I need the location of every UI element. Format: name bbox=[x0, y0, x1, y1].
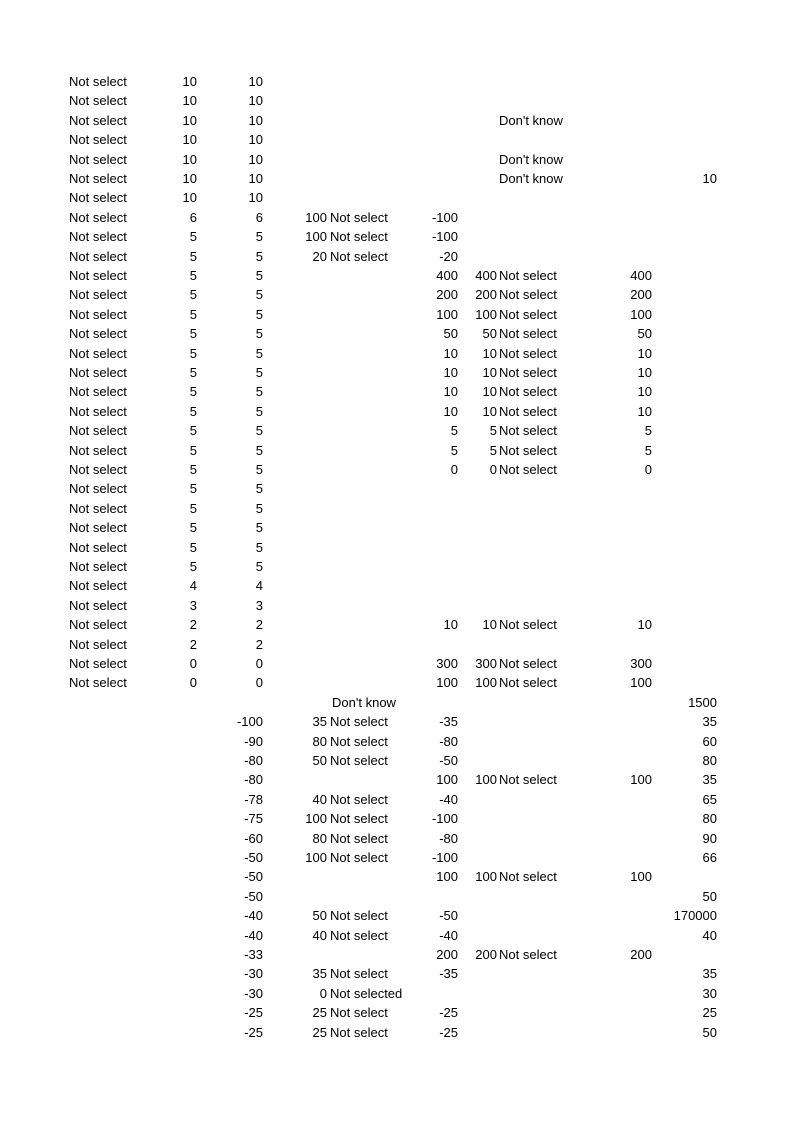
cell-col-c: 5 bbox=[255, 345, 263, 361]
sheet-row bbox=[0, 460, 800, 479]
cell-col-e: Not select bbox=[330, 248, 388, 264]
cell-col-a: Not select bbox=[69, 578, 127, 594]
cell-col-e: Not select bbox=[330, 1005, 388, 1021]
cell-col-i: 100 bbox=[630, 772, 652, 788]
cell-col-c: 5 bbox=[255, 539, 263, 555]
cell-col-f: 10 bbox=[443, 617, 458, 633]
cell-col-c: -50 bbox=[244, 869, 263, 885]
cell-col-e: Not select bbox=[330, 811, 388, 827]
cell-col-f: -100 bbox=[431, 229, 458, 245]
cell-col-c: -80 bbox=[244, 753, 263, 768]
cell-col-d: 100 bbox=[305, 811, 327, 827]
cell-col-b: 5 bbox=[189, 500, 197, 516]
cell-col-a: Not select bbox=[69, 326, 127, 342]
cell-col-a: Not select bbox=[69, 462, 127, 477]
sheet-row bbox=[0, 732, 800, 751]
sheet-row bbox=[0, 208, 800, 227]
cell-col-b: 5 bbox=[189, 539, 197, 555]
cell-col-f: 50 bbox=[443, 326, 458, 342]
cell-col-a: Not select bbox=[69, 384, 127, 400]
sheet-row bbox=[0, 72, 800, 91]
cell-col-i: 200 bbox=[630, 287, 652, 303]
cell-col-c: -30 bbox=[244, 985, 263, 1001]
cell-col-a: Not select bbox=[69, 306, 127, 322]
cell-col-b: 5 bbox=[189, 268, 197, 283]
cell-col-d: 50 bbox=[312, 908, 327, 924]
cell-col-c: 5 bbox=[255, 268, 263, 283]
cell-col-i: 10 bbox=[637, 365, 652, 380]
sheet-row bbox=[0, 557, 800, 576]
sheet-row bbox=[0, 538, 800, 557]
cell-col-h: Not select bbox=[499, 384, 557, 400]
sheet-row bbox=[0, 984, 800, 1003]
cell-col-h: Not select bbox=[499, 656, 557, 671]
cell-col-d: 50 bbox=[312, 753, 327, 768]
cell-col-j: 50 bbox=[702, 888, 717, 904]
cell-col-e: Not select bbox=[330, 927, 388, 943]
cell-col-h: Not select bbox=[499, 345, 557, 361]
sheet-row bbox=[0, 635, 800, 654]
cell-col-c: 5 bbox=[255, 520, 263, 536]
cell-col-i: 10 bbox=[637, 384, 652, 400]
sheet-row bbox=[0, 1003, 800, 1022]
cell-col-i: 50 bbox=[637, 326, 652, 342]
cell-col-c: -75 bbox=[244, 811, 263, 827]
cell-col-h: Not select bbox=[499, 947, 557, 962]
cell-col-g: 10 bbox=[482, 345, 497, 361]
cell-col-d: 40 bbox=[312, 791, 327, 807]
cell-col-b: 3 bbox=[189, 597, 197, 613]
cell-col-c: 10 bbox=[248, 74, 263, 89]
sheet-row bbox=[0, 809, 800, 828]
cell-col-a: Not select bbox=[69, 171, 127, 186]
cell-col-a: Not select bbox=[69, 287, 127, 303]
cell-col-c: 5 bbox=[255, 287, 263, 303]
sheet-row bbox=[0, 363, 800, 382]
sheet-row bbox=[0, 130, 800, 149]
sheet-row bbox=[0, 518, 800, 537]
cell-col-a: Not select bbox=[69, 190, 127, 206]
sheet-row bbox=[0, 867, 800, 886]
sheet-row bbox=[0, 324, 800, 343]
cell-col-b: 10 bbox=[182, 132, 197, 148]
cell-col-c: -40 bbox=[244, 908, 263, 924]
cell-col-i: 100 bbox=[630, 306, 652, 322]
cell-col-c: 5 bbox=[255, 442, 263, 458]
cell-col-i: 5 bbox=[644, 442, 652, 458]
cell-col-a: Not select bbox=[69, 520, 127, 536]
sheet-row bbox=[0, 848, 800, 867]
cell-col-g: 5 bbox=[489, 423, 497, 439]
sheet-row bbox=[0, 499, 800, 518]
cell-col-j: 170000 bbox=[673, 908, 717, 924]
sheet-row bbox=[0, 770, 800, 789]
cell-col-h: Not select bbox=[499, 403, 557, 419]
cell-col-c: 0 bbox=[255, 675, 263, 691]
cell-col-b: 10 bbox=[182, 151, 197, 167]
cell-col-g: 200 bbox=[475, 947, 497, 962]
cell-col-f: 200 bbox=[436, 947, 458, 962]
cell-col-c: -25 bbox=[244, 1024, 263, 1040]
cell-col-h: Not select bbox=[499, 617, 557, 633]
cell-col-j: 80 bbox=[702, 811, 717, 827]
cell-col-a: Not select bbox=[69, 268, 127, 283]
cell-col-c: 10 bbox=[248, 151, 263, 167]
cell-col-c: 4 bbox=[255, 578, 263, 594]
cell-col-g: 50 bbox=[482, 326, 497, 342]
cell-col-g: 100 bbox=[475, 675, 497, 691]
cell-col-f: 300 bbox=[436, 656, 458, 671]
cell-col-g: 10 bbox=[482, 384, 497, 400]
cell-col-i: 400 bbox=[630, 268, 652, 283]
cell-col-c: -33 bbox=[244, 947, 263, 962]
cell-col-a: Not select bbox=[69, 229, 127, 245]
cell-col-b: 2 bbox=[189, 636, 197, 652]
cell-col-g: 100 bbox=[475, 869, 497, 885]
cell-col-b: 5 bbox=[189, 248, 197, 264]
cell-col-a: Not select bbox=[69, 423, 127, 439]
cell-col-f: -100 bbox=[431, 811, 458, 827]
cell-col-g: 100 bbox=[475, 772, 497, 788]
cell-col-g: 10 bbox=[482, 403, 497, 419]
cell-col-b: 5 bbox=[189, 403, 197, 419]
cell-col-f: 200 bbox=[436, 287, 458, 303]
cell-col-b: 5 bbox=[189, 287, 197, 303]
cell-col-d: 100 bbox=[305, 209, 327, 225]
cell-col-f: 5 bbox=[450, 423, 458, 439]
sheet-row bbox=[0, 402, 800, 421]
cell-col-b: 10 bbox=[182, 74, 197, 89]
cell-col-a: Not select bbox=[69, 675, 127, 691]
cell-col-b: 10 bbox=[182, 93, 197, 109]
cell-col-a: Not select bbox=[69, 74, 127, 89]
cell-col-j: 40 bbox=[702, 927, 717, 943]
cell-col-e: Not select bbox=[330, 1024, 388, 1040]
cell-col-c: -90 bbox=[244, 733, 263, 749]
cell-col-a: Not select bbox=[69, 559, 127, 574]
cell-col-j: 35 bbox=[702, 966, 717, 982]
cell-col-b: 0 bbox=[189, 656, 197, 671]
cell-col-a: Not select bbox=[69, 248, 127, 264]
cell-col-d: 25 bbox=[312, 1005, 327, 1021]
sheet-row bbox=[0, 188, 800, 207]
cell-col-j: 80 bbox=[702, 753, 717, 768]
cell-col-e: Not select bbox=[330, 209, 388, 225]
cell-col-a: Not select bbox=[69, 345, 127, 361]
cell-col-f: 10 bbox=[443, 345, 458, 361]
cell-col-c: -25 bbox=[244, 1005, 263, 1021]
sheet-row bbox=[0, 285, 800, 304]
sheet-row bbox=[0, 751, 800, 770]
cell-col-b: 5 bbox=[189, 326, 197, 342]
cell-col-c: 5 bbox=[255, 248, 263, 264]
cell-col-j: 65 bbox=[702, 791, 717, 807]
cell-col-f: -20 bbox=[439, 248, 458, 264]
cell-col-e: Not select bbox=[330, 830, 388, 846]
cell-col-c: 5 bbox=[255, 365, 263, 380]
cell-col-d: 35 bbox=[312, 966, 327, 982]
cell-col-c: 5 bbox=[255, 481, 263, 497]
cell-col-b: 5 bbox=[189, 462, 197, 477]
cell-col-g: 5 bbox=[489, 442, 497, 458]
cell-col-b: 0 bbox=[189, 675, 197, 691]
cell-col-g: 400 bbox=[475, 268, 497, 283]
cell-col-c: 10 bbox=[248, 93, 263, 109]
cell-col-f: 100 bbox=[436, 772, 458, 788]
cell-col-c: -60 bbox=[244, 830, 263, 846]
cell-col-d: 80 bbox=[312, 733, 327, 749]
cell-col-f: -80 bbox=[439, 733, 458, 749]
cell-col-b: 5 bbox=[189, 229, 197, 245]
cell-col-c: -30 bbox=[244, 966, 263, 982]
cell-col-b: 5 bbox=[189, 306, 197, 322]
cell-col-a: Not select bbox=[69, 365, 127, 380]
cell-col-f: 10 bbox=[443, 403, 458, 419]
cell-col-b: 5 bbox=[189, 384, 197, 400]
cell-col-g: 10 bbox=[482, 617, 497, 633]
sheet-row bbox=[0, 829, 800, 848]
cell-col-g: 200 bbox=[475, 287, 497, 303]
cell-col-f: -100 bbox=[431, 209, 458, 225]
cell-col-h: Not select bbox=[499, 772, 557, 788]
cell-col-b: 10 bbox=[182, 190, 197, 206]
sheet-row bbox=[0, 926, 800, 945]
sheet-row bbox=[0, 615, 800, 634]
sheet-row bbox=[0, 790, 800, 809]
cell-col-f: -35 bbox=[439, 966, 458, 982]
sheet-row bbox=[0, 673, 800, 692]
cell-col-f: 0 bbox=[450, 462, 458, 477]
cell-col-h: Not select bbox=[499, 287, 557, 303]
cell-col-h: Don't know bbox=[499, 151, 563, 167]
cell-col-c: 10 bbox=[248, 112, 263, 128]
cell-col-c: 3 bbox=[255, 597, 263, 613]
cell-col-j: 90 bbox=[702, 830, 717, 846]
cell-col-a: Not select bbox=[69, 481, 127, 497]
cell-col-j: 35 bbox=[702, 714, 717, 730]
cell-col-c: -80 bbox=[244, 772, 263, 788]
cell-col-f: -40 bbox=[439, 791, 458, 807]
cell-col-b: 4 bbox=[189, 578, 197, 594]
sheet-row bbox=[0, 344, 800, 363]
sheet-row bbox=[0, 421, 800, 440]
sheet-row bbox=[0, 654, 800, 673]
cell-col-g: 100 bbox=[475, 306, 497, 322]
cell-col-d: 25 bbox=[312, 1024, 327, 1040]
cell-col-g: 10 bbox=[482, 365, 497, 380]
cell-col-f: 100 bbox=[436, 869, 458, 885]
cell-col-a: Not select bbox=[69, 656, 127, 671]
cell-col-c: 5 bbox=[255, 326, 263, 342]
cell-col-b: 5 bbox=[189, 481, 197, 497]
cell-col-b: 2 bbox=[189, 617, 197, 633]
cell-col-d: 80 bbox=[312, 830, 327, 846]
cell-col-d: 35 bbox=[312, 714, 327, 730]
cell-col-a: Not select bbox=[69, 403, 127, 419]
cell-col-c: 5 bbox=[255, 559, 263, 574]
cell-col-j: 25 bbox=[702, 1005, 717, 1021]
cell-col-i: 10 bbox=[637, 345, 652, 361]
sheet-row bbox=[0, 906, 800, 925]
cell-col-e: Not select bbox=[330, 908, 388, 924]
cell-col-c: 10 bbox=[248, 171, 263, 186]
cell-col-e: Not select bbox=[330, 791, 388, 807]
cell-col-c: 0 bbox=[255, 656, 263, 671]
cell-col-a: Not select bbox=[69, 636, 127, 652]
cell-col-e: Not select bbox=[330, 966, 388, 982]
cell-col-c: 5 bbox=[255, 229, 263, 245]
cell-col-i: 10 bbox=[637, 617, 652, 633]
cell-col-f: 5 bbox=[450, 442, 458, 458]
sheet-row bbox=[0, 111, 800, 130]
cell-col-c: 5 bbox=[255, 423, 263, 439]
cell-col-b: 6 bbox=[189, 209, 197, 225]
sheet-row bbox=[0, 305, 800, 324]
sheet-row bbox=[0, 596, 800, 615]
cell-col-f: -40 bbox=[439, 927, 458, 943]
sheet-row bbox=[0, 479, 800, 498]
cell-col-i: 300 bbox=[630, 656, 652, 671]
cell-col-c: 5 bbox=[255, 306, 263, 322]
sheet-row bbox=[0, 247, 800, 266]
cell-col-f: -50 bbox=[439, 908, 458, 924]
cell-col-g: 0 bbox=[489, 462, 497, 477]
cell-col-h: Don't know bbox=[499, 112, 563, 128]
cell-col-a: Not select bbox=[69, 132, 127, 148]
cell-col-c: 2 bbox=[255, 636, 263, 652]
sheet-row bbox=[0, 693, 800, 712]
sheet-row bbox=[0, 169, 800, 188]
cell-col-c: 5 bbox=[255, 462, 263, 477]
cell-col-c: 2 bbox=[255, 617, 263, 633]
sheet-row bbox=[0, 227, 800, 246]
cell-col-e: Not select bbox=[330, 229, 388, 245]
sheet-row bbox=[0, 266, 800, 285]
cell-col-b: 5 bbox=[189, 365, 197, 380]
cell-col-f: -100 bbox=[431, 850, 458, 865]
cell-col-b: 5 bbox=[189, 559, 197, 574]
cell-col-h: Not select bbox=[499, 365, 557, 380]
cell-col-b: 5 bbox=[189, 520, 197, 536]
cell-col-b: 10 bbox=[182, 112, 197, 128]
sheet-row bbox=[0, 91, 800, 110]
cell-col-f: -80 bbox=[439, 830, 458, 846]
sheet-row bbox=[0, 576, 800, 595]
sheet-row bbox=[0, 382, 800, 401]
cell-col-a: Not select bbox=[69, 151, 127, 167]
cell-col-i: 0 bbox=[644, 462, 652, 477]
cell-col-c: -78 bbox=[244, 791, 263, 807]
cell-col-e: Not select bbox=[330, 753, 388, 768]
cell-col-i: 100 bbox=[630, 869, 652, 885]
cell-col-j: 66 bbox=[702, 850, 717, 865]
cell-col-j: 35 bbox=[702, 772, 717, 788]
cell-col-a: Not select bbox=[69, 209, 127, 225]
cell-col-c: 10 bbox=[248, 190, 263, 206]
cell-col-f: 10 bbox=[443, 384, 458, 400]
cell-col-c: -40 bbox=[244, 927, 263, 943]
cell-col-h: Not select bbox=[499, 423, 557, 439]
cell-col-c: 6 bbox=[255, 209, 263, 225]
cell-col-b: 5 bbox=[189, 423, 197, 439]
sheet-row bbox=[0, 712, 800, 731]
cell-col-h: Don't know bbox=[499, 171, 563, 186]
cell-col-f: -25 bbox=[439, 1024, 458, 1040]
cell-col-j: 10 bbox=[702, 171, 717, 186]
cell-col-c: 10 bbox=[248, 132, 263, 148]
sheet-row bbox=[0, 1023, 800, 1042]
cell-col-f: 100 bbox=[436, 675, 458, 691]
cell-col-j: 30 bbox=[702, 985, 717, 1001]
cell-col-j: 60 bbox=[702, 733, 717, 749]
cell-col-d: 20 bbox=[312, 248, 327, 264]
cell-col-h: Not select bbox=[499, 462, 557, 477]
cell-col-a: Not select bbox=[69, 442, 127, 458]
cell-col-a: Not select bbox=[69, 112, 127, 128]
cell-col-a: Not select bbox=[69, 539, 127, 555]
cell-col-i: 10 bbox=[637, 403, 652, 419]
cell-col-f: -25 bbox=[439, 1005, 458, 1021]
cell-col-a: Not select bbox=[69, 500, 127, 516]
cell-col-c: 5 bbox=[255, 403, 263, 419]
cell-col-a: Not select bbox=[69, 597, 127, 613]
cell-col-d: 100 bbox=[305, 850, 327, 865]
cell-col-c: -50 bbox=[244, 850, 263, 865]
cell-col-f: -35 bbox=[439, 714, 458, 730]
cell-col-c: 5 bbox=[255, 500, 263, 516]
cell-col-a: Not select bbox=[69, 617, 127, 633]
cell-col-b: 10 bbox=[182, 171, 197, 186]
cell-col-d: 40 bbox=[312, 927, 327, 943]
cell-col-c: -100 bbox=[236, 714, 263, 730]
cell-col-b: 5 bbox=[189, 345, 197, 361]
cell-col-e: Not select bbox=[330, 850, 388, 865]
sheet-row bbox=[0, 964, 800, 983]
cell-col-h: Not select bbox=[499, 268, 557, 283]
cell-col-c: 5 bbox=[255, 384, 263, 400]
cell-col-d: 100 bbox=[305, 229, 327, 245]
cell-col-j: 1500 bbox=[688, 694, 717, 710]
sheet-row bbox=[0, 150, 800, 169]
cell-col-j: 50 bbox=[702, 1024, 717, 1040]
cell-col-g: 300 bbox=[475, 656, 497, 671]
cell-col-i: 200 bbox=[630, 947, 652, 962]
cell-col-a: Not select bbox=[69, 93, 127, 109]
cell-col-d: 0 bbox=[319, 985, 327, 1001]
cell-col-e: Not select bbox=[330, 733, 388, 749]
cell-col-e: Don't know bbox=[332, 694, 396, 710]
cell-col-f: -50 bbox=[439, 753, 458, 768]
sheet-row bbox=[0, 945, 800, 964]
cell-col-h: Not select bbox=[499, 326, 557, 342]
cell-col-f: 100 bbox=[436, 306, 458, 322]
cell-col-c: -50 bbox=[244, 888, 263, 904]
cell-col-h: Not select bbox=[499, 442, 557, 458]
cell-col-h: Not select bbox=[499, 306, 557, 322]
sheet-row bbox=[0, 441, 800, 460]
cell-col-e: Not select bbox=[330, 714, 388, 730]
cell-col-h: Not select bbox=[499, 675, 557, 691]
cell-col-f: 10 bbox=[443, 365, 458, 380]
cell-col-i: 5 bbox=[644, 423, 652, 439]
cell-col-f: 400 bbox=[436, 268, 458, 283]
sheet-row bbox=[0, 887, 800, 906]
cell-col-b: 5 bbox=[189, 442, 197, 458]
cell-col-e: Not selected bbox=[330, 985, 403, 1001]
cell-col-i: 100 bbox=[630, 675, 652, 691]
cell-col-h: Not select bbox=[499, 869, 557, 885]
